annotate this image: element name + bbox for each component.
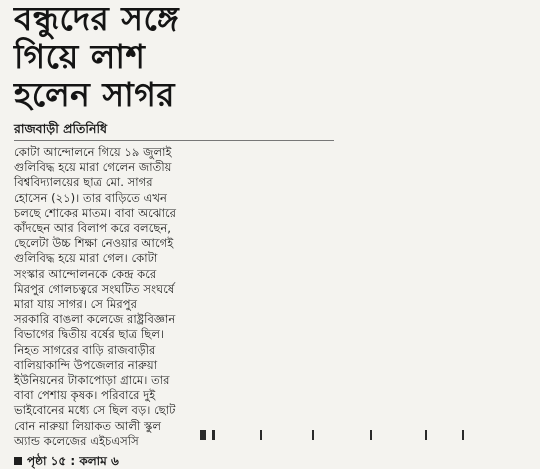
headline-line: গিয়ে লাশ <box>14 37 146 76</box>
cropped-glyph <box>260 430 262 440</box>
body-line: ইউনিয়নের টাকাপোড়া গ্রামে। তার <box>14 373 170 388</box>
body-line: বোন নারুয়া লিয়াকত আলী স্কুল <box>14 418 161 433</box>
headline <box>14 0 344 114</box>
cropped-glyph <box>212 430 215 440</box>
article-body <box>14 145 344 449</box>
body-line: ছেলেটা উচ্চ শিক্ষা নেওয়ার আগেই <box>14 236 174 251</box>
body-line: সরকারি বাঙলা কলেজে রাষ্ট্রবিজ্ঞান <box>14 312 176 327</box>
body-line: অ্যান্ড কলেজের এইচএসসি <box>14 433 139 448</box>
body-line: গুলিবিদ্ধ হয়ে মারা গেলেন জাতীয় <box>14 160 172 175</box>
cropped-glyph <box>370 430 372 440</box>
cropped-glyph <box>425 430 427 440</box>
body-line: গুলিবিদ্ধ হয়ে মারা গেল। কোটা <box>14 251 158 266</box>
body-line: মারা যায় সাগর। সে মিরপুর <box>14 297 138 312</box>
body-line: হোসেন (২১)। তার বাড়িতে এখন <box>14 190 167 205</box>
body-line: চলছে শোকের মাতম। বাবা অঝোরে <box>14 205 176 220</box>
news-article <box>14 0 344 469</box>
square-bullet-icon <box>14 457 22 465</box>
body-line: বিভাগের দ্বিতীয় বর্ষের ছাত্র ছিল। <box>14 327 165 342</box>
body-line: সংস্কার আন্দোলনকে কেন্দ্র করে <box>14 266 157 281</box>
body-line: ভাইবোনের মধ্যে সে ছিল বড়। ছোট <box>14 403 176 418</box>
body-line: মিরপুর গোলচত্বরে সংঘটিত সংঘর্ষে <box>14 281 175 296</box>
byline: রাজবাড়ী প্রতিনিধি <box>14 121 334 141</box>
body-line: কোটা আন্দোলনে গিয়ে ১৯ জুলাই <box>14 145 172 159</box>
cropped-next-headline <box>200 426 500 440</box>
body-line: বিশ্ববিদ্যালয়ের ছাত্র মো. সাগর <box>14 175 153 190</box>
continued-reference-text: পৃষ্ঠা ১৫ : কলাম ৬ <box>27 454 119 469</box>
cropped-glyph <box>462 430 464 440</box>
body-line: বাবা পেশায় কৃষক। পরিবারে দুই <box>14 388 156 403</box>
continued-reference <box>14 453 344 469</box>
headline-line: বন্ধুদের সঙ্গে <box>14 0 180 38</box>
headline-line: হলেন সাগর <box>14 75 176 114</box>
cropped-glyph <box>200 430 206 440</box>
cropped-glyph <box>312 430 314 440</box>
body-line: কাঁদছেন আর বিলাপ করে বলছেন, <box>14 221 171 236</box>
body-line: বালিয়াকান্দি উপজেলার নারুয়া <box>14 357 158 372</box>
body-line: নিহত সাগরের বাড়ি রাজবাড়ীর <box>14 342 156 357</box>
